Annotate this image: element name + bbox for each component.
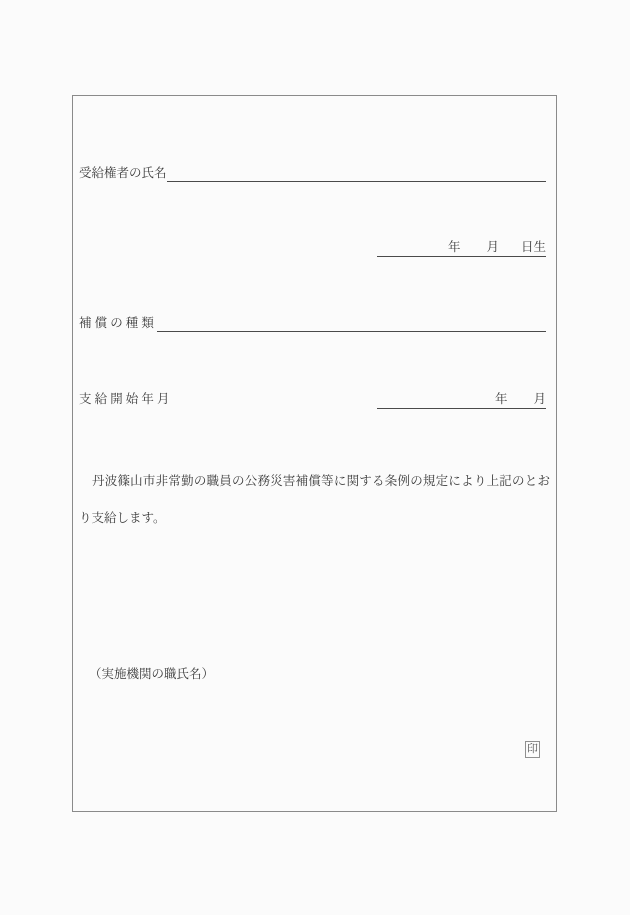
field-rule-compensation-type[interactable]	[157, 316, 546, 332]
date-row-birthdate	[377, 236, 546, 257]
field-label-payment-start: 支給開始年月	[79, 392, 173, 406]
document-frame	[72, 95, 557, 812]
field-row-recipient-name	[79, 162, 546, 182]
birthdate-year-unit: 年	[447, 240, 461, 254]
body-paragraph: 丹波篠山市非常勤の職員の公務災害補償等に関する条例の規定により上記のとおり支給します。	[79, 474, 550, 525]
field-row-payment-start-label	[79, 388, 219, 408]
payment-start-month-unit: 月	[533, 392, 546, 406]
field-row-compensation-type	[79, 312, 546, 332]
signature-label: （実施機関の職氏名）	[89, 667, 215, 681]
field-label-compensation-type: 補償の種類	[79, 316, 158, 330]
birthdate-day-unit: 日生	[520, 240, 546, 254]
payment-start-year-unit: 年	[494, 392, 508, 406]
date-row-payment-start	[377, 388, 546, 409]
birthdate-month-unit: 月	[486, 240, 499, 254]
document-body	[73, 96, 556, 811]
seal-box[interactable]: 印	[525, 741, 540, 758]
field-rule-recipient-name[interactable]	[167, 166, 546, 182]
field-label-recipient-name: 受給権者の氏名	[79, 166, 167, 180]
